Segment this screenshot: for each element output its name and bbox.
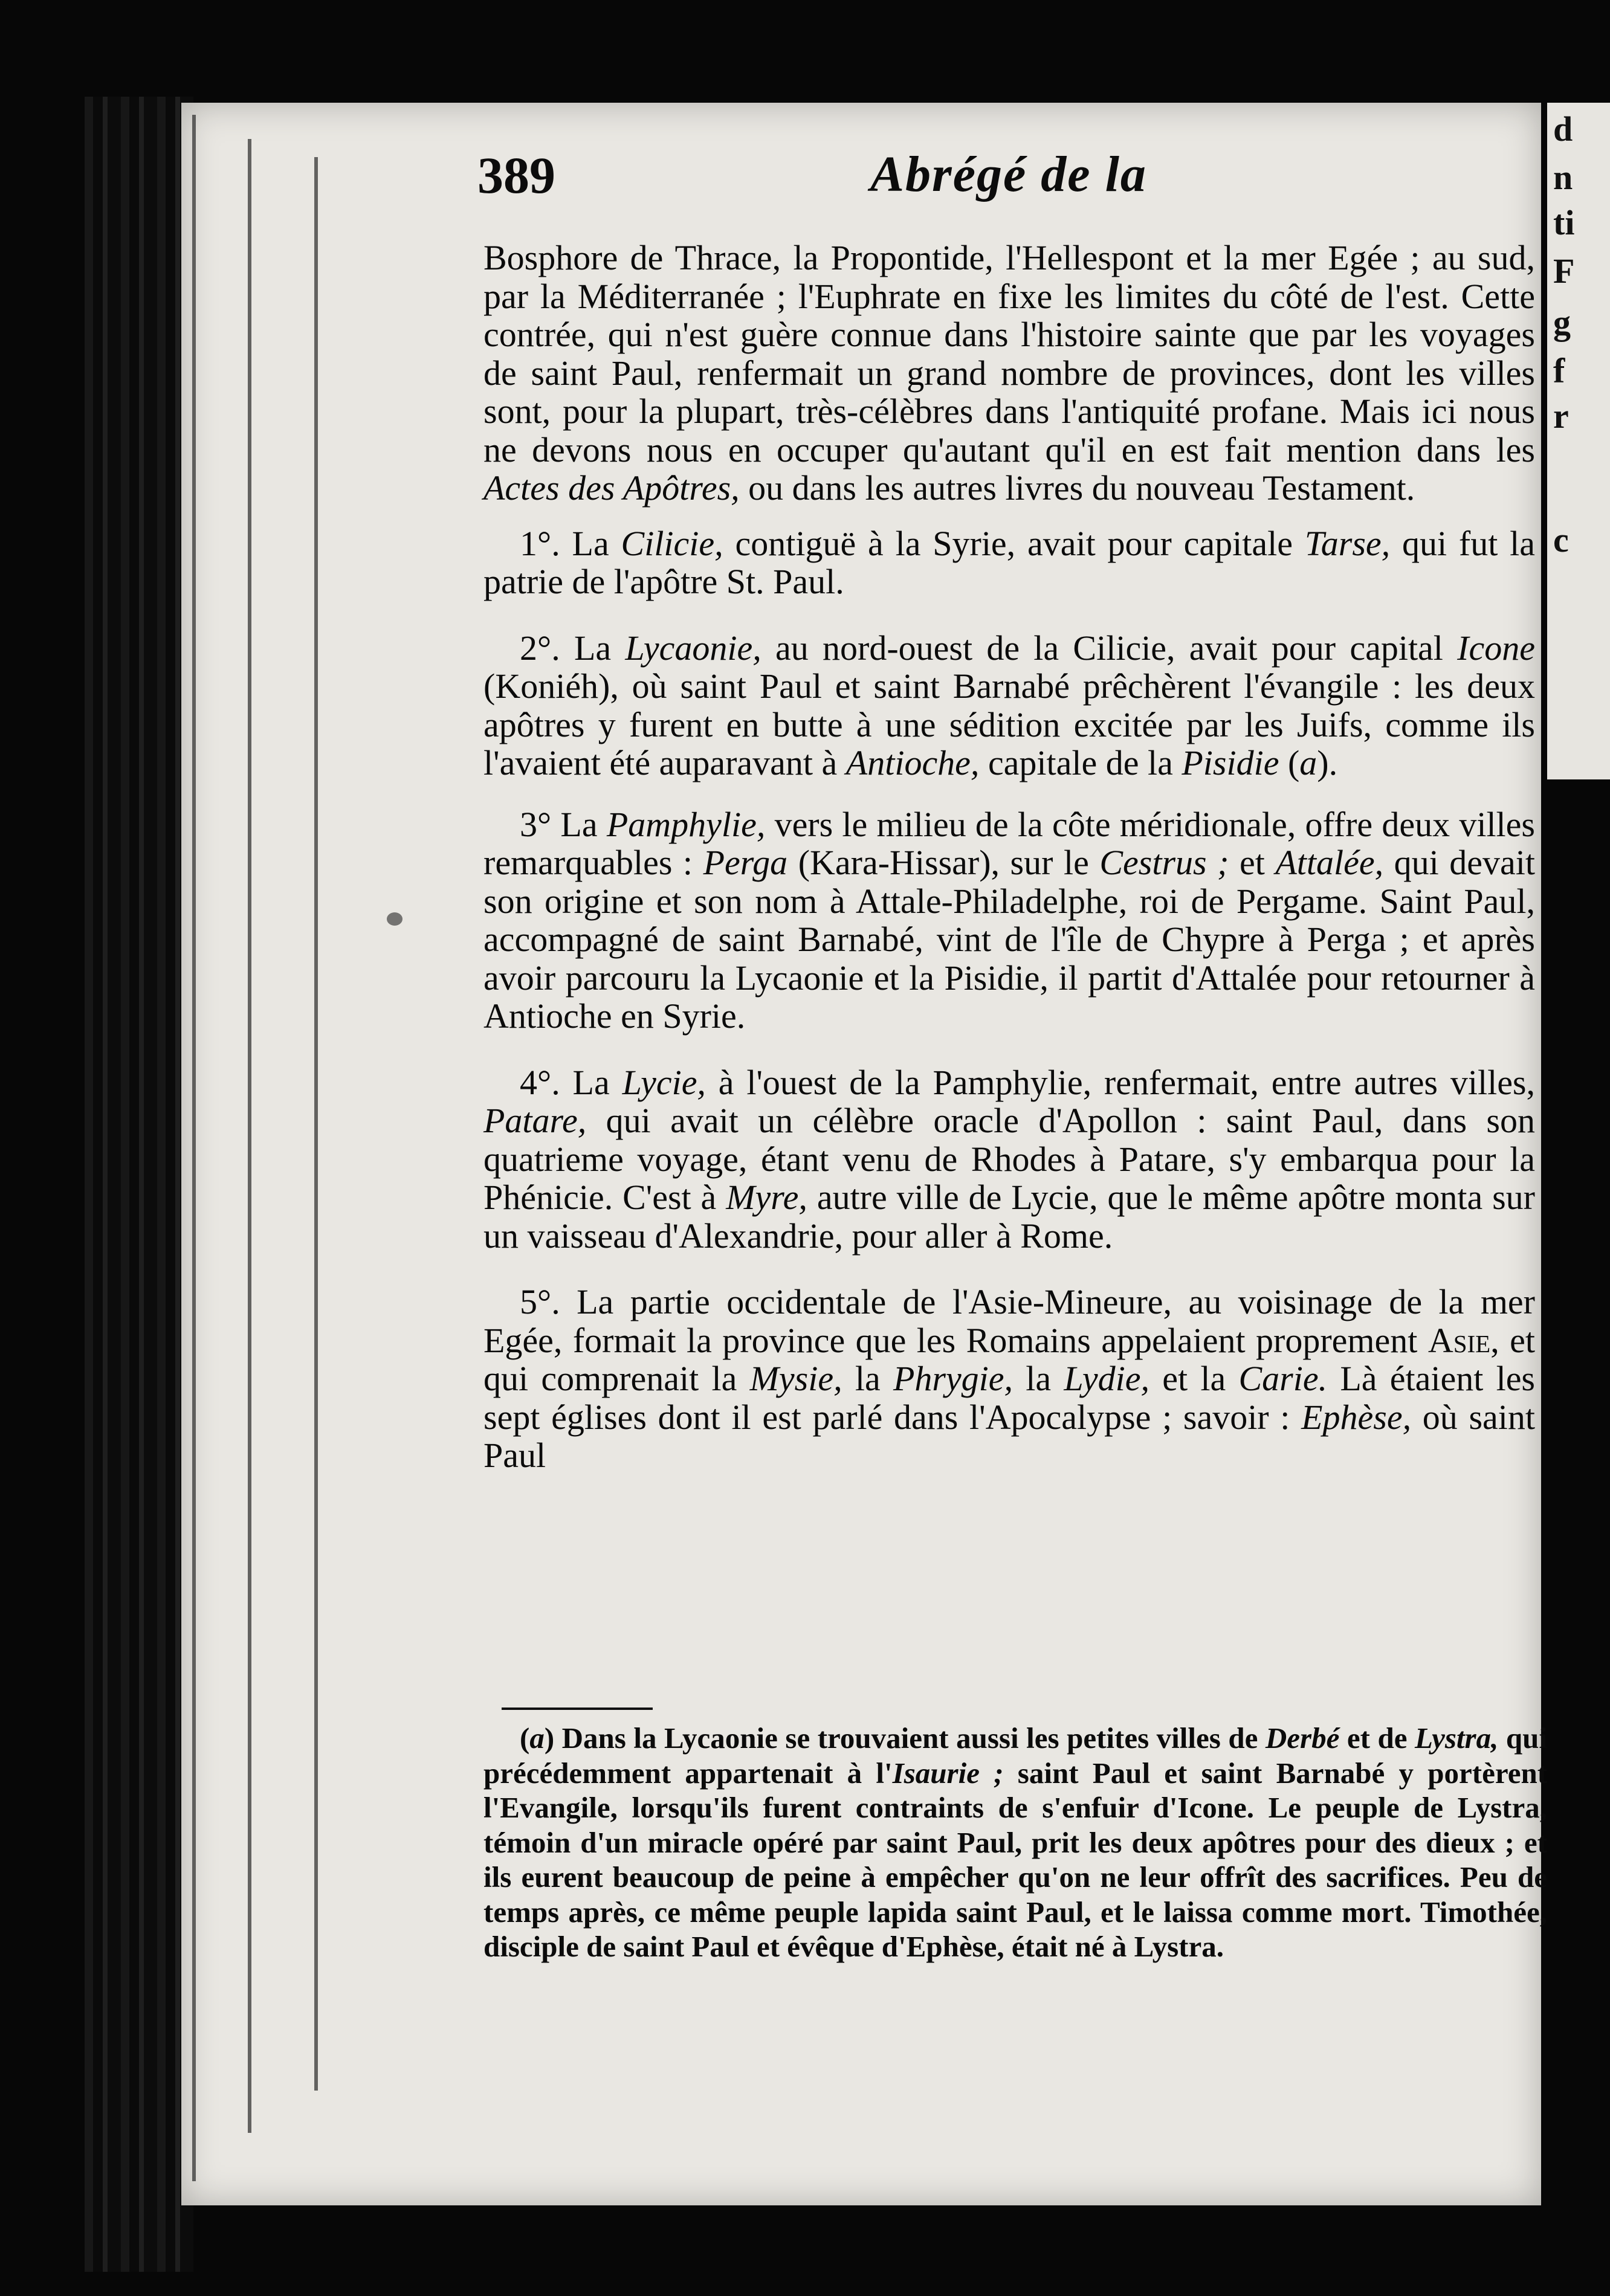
text-run: (Koniéh), où saint Paul et saint Barnabé prêchèrent l'évangile : les deux apôtres y furent en butte à une sédition excitée par les Juifs, comme ils l'avaient été auparavant à bbox=[483, 666, 1535, 782]
italic-text: Mysie, bbox=[749, 1359, 842, 1398]
adjacent-page-fragment: r bbox=[1553, 396, 1569, 436]
adjacent-page-fragment: ti bbox=[1553, 203, 1575, 242]
italic-text: Ephèse, bbox=[1301, 1397, 1412, 1437]
adjacent-page-fragment: F bbox=[1553, 251, 1575, 291]
paragraph bbox=[483, 1063, 1535, 1256]
italic-text: Cilicie, bbox=[621, 523, 723, 563]
page-edge-line bbox=[192, 115, 196, 2181]
italic-text: Antioche, bbox=[845, 743, 980, 782]
paragraph bbox=[483, 524, 1535, 601]
text-run: , et qui comprenait la bbox=[483, 1320, 1536, 1398]
italic-text: Icone bbox=[1457, 628, 1535, 668]
text-run: ) Dans la Lycaonie se trouvaient aussi les petites villes de bbox=[544, 1721, 1266, 1755]
italic-text: Cestrus ; bbox=[1099, 843, 1229, 882]
paragraph bbox=[483, 239, 1535, 508]
text-run: la bbox=[1013, 1359, 1064, 1398]
text-run: ). bbox=[1317, 743, 1338, 782]
italic-text: a bbox=[1299, 743, 1317, 782]
text-run: contiguë à la Syrie, avait pour capitale bbox=[723, 523, 1305, 563]
text-run: 3° La bbox=[520, 804, 607, 844]
text-run: 4°. La bbox=[520, 1062, 622, 1102]
text-run: 5°. La partie occidentale de l'Asie-Mineure, au voisinage de la mer Egée, formait la province que les Romains appelaient proprement bbox=[483, 1282, 1535, 1360]
text-run: capitale de la bbox=[979, 743, 1182, 782]
text-run: et de bbox=[1339, 1721, 1415, 1755]
paragraph bbox=[483, 629, 1535, 782]
text-run: la bbox=[842, 1359, 893, 1398]
adjacent-page-fragment: n bbox=[1553, 158, 1573, 197]
adjacent-page-fragment: c bbox=[1553, 520, 1569, 559]
text-run: au nord-ouest de la Cilicie, avait pour capital bbox=[761, 628, 1458, 668]
text-run: (Kara-Hissar), sur le bbox=[787, 843, 1100, 882]
text-run: à l'ouest de la Pamphylie, renfermait, entre autres villes, bbox=[705, 1062, 1536, 1102]
text-run: qui précédemment appartenait à l' bbox=[483, 1721, 1547, 1790]
italic-text: Lycie, bbox=[622, 1062, 706, 1102]
text-run: ( bbox=[520, 1721, 530, 1755]
page-header bbox=[477, 145, 1565, 218]
text-run: 1°. La bbox=[520, 523, 621, 563]
italic-text: Pamphylie, bbox=[606, 804, 766, 844]
italic-text: Lycaonie, bbox=[625, 628, 761, 668]
italic-text: Attalée, bbox=[1275, 843, 1384, 882]
italic-text: Lystra, bbox=[1414, 1721, 1499, 1755]
text-run: et bbox=[1229, 843, 1276, 882]
text-run: Là étaient les sept églises dont il est parlé dans l'Apocalypse ; savoir : bbox=[483, 1359, 1536, 1437]
paragraph bbox=[483, 1283, 1535, 1475]
italic-text: Derbé bbox=[1265, 1721, 1340, 1755]
italic-text: Perga bbox=[703, 843, 788, 882]
text-run: qui fut la patrie de l'apôtre St. Paul. bbox=[483, 523, 1536, 601]
text-run: saint Paul et saint Barnabé y portèrent l'Evangile, lorsqu'ils furent contraints de s'enfuir d'Icone. Le peuple de Lystra, témoin d'un miracle opéré par saint Paul, prit les deux apôtres pour des dieux ; et ils eurent beaucoup de peine à empêcher qu'on ne leur offrît des sacrifices. Peu de temps après, ce même peuple lapida saint Paul, et le laissa comme mort. Timothée, disciple de saint Paul et évêque d'Ephèse, était né à Lystra. bbox=[483, 1756, 1548, 1963]
footnote-paragraph bbox=[483, 1721, 1547, 1964]
text-run: Asie bbox=[1427, 1320, 1491, 1360]
italic-text: Carie. bbox=[1238, 1359, 1328, 1398]
text-run: ou dans les autres livres du nouveau Testament. bbox=[739, 468, 1415, 508]
ink-smudge bbox=[387, 912, 402, 926]
adjacent-page-fragment: d bbox=[1553, 109, 1573, 149]
italic-text: Actes des Apôtres, bbox=[483, 468, 740, 508]
paragraph bbox=[483, 805, 1535, 1036]
text-run: qui devait son origine et son nom à Attale-Philadelphe, roi de Pergame. Saint Paul, accompagné de saint Barnabé, vint de l'île de Chypre à Perga ; et après avoir parcouru la Lycaonie et la Pisidie, il partit d'Attalée pour retourner à Antioche en Syrie. bbox=[483, 843, 1536, 1036]
text-run: Bosphore de Thrace, la Propontide, l'Hellespont et la mer Egée ; au sud, par la Méditerranée ; l'Euphrate en fixe les limites du côté de l'est. Cette contrée, qui n'est guère connue dans l'histoire sainte que par les voyages de saint Paul, renfermait un grand nombre de provinces, dont les villes sont, pour la plupart, très-célèbres dans l'antiquité profane. Mais ici nous ne devons nous en occuper qu'autant qu'il en est fait mention dans les bbox=[483, 238, 1535, 469]
footnote-rule bbox=[502, 1707, 653, 1710]
italic-text: Tarse, bbox=[1304, 523, 1391, 563]
running-title: Abrégé de la bbox=[870, 146, 1147, 202]
page-number: 389 bbox=[477, 146, 555, 204]
footnote bbox=[483, 1721, 1547, 1964]
text-run: autre ville de Lycie, que le même apôtre monta sur un vaisseau d'Alexandrie, pour aller à Rome. bbox=[483, 1178, 1535, 1256]
text-run: qui avait un célèbre oracle d'Apollon : saint Paul, dans son quatrieme voyage, étant venu de Rhodes à Patare, s'y embarqua pour la Phénicie. C'est à bbox=[483, 1101, 1535, 1217]
italic-text: Isaurie ; bbox=[892, 1756, 1004, 1790]
text-run: vers le milieu de la côte méridionale, offre deux villes remarquables : bbox=[483, 804, 1535, 882]
italic-text: Phrygie, bbox=[893, 1359, 1014, 1398]
italic-text: Pisidie bbox=[1182, 743, 1279, 782]
book-binding-edge bbox=[85, 97, 193, 2272]
page-edge-line bbox=[314, 157, 318, 2091]
text-run: où saint Paul bbox=[483, 1397, 1536, 1475]
text-run: et la bbox=[1149, 1359, 1239, 1398]
italic-text: a bbox=[529, 1721, 545, 1755]
main-text bbox=[483, 239, 1535, 1475]
text-run: ( bbox=[1279, 743, 1300, 782]
italic-text: Myre, bbox=[726, 1178, 807, 1217]
text-run: 2°. La bbox=[520, 628, 626, 668]
italic-text: Lydie, bbox=[1064, 1359, 1150, 1398]
adjacent-page-fragment: g bbox=[1553, 303, 1571, 342]
italic-text: Patare, bbox=[483, 1101, 587, 1140]
page-edge-line bbox=[248, 139, 251, 2133]
adjacent-page-fragment: f bbox=[1553, 351, 1565, 390]
